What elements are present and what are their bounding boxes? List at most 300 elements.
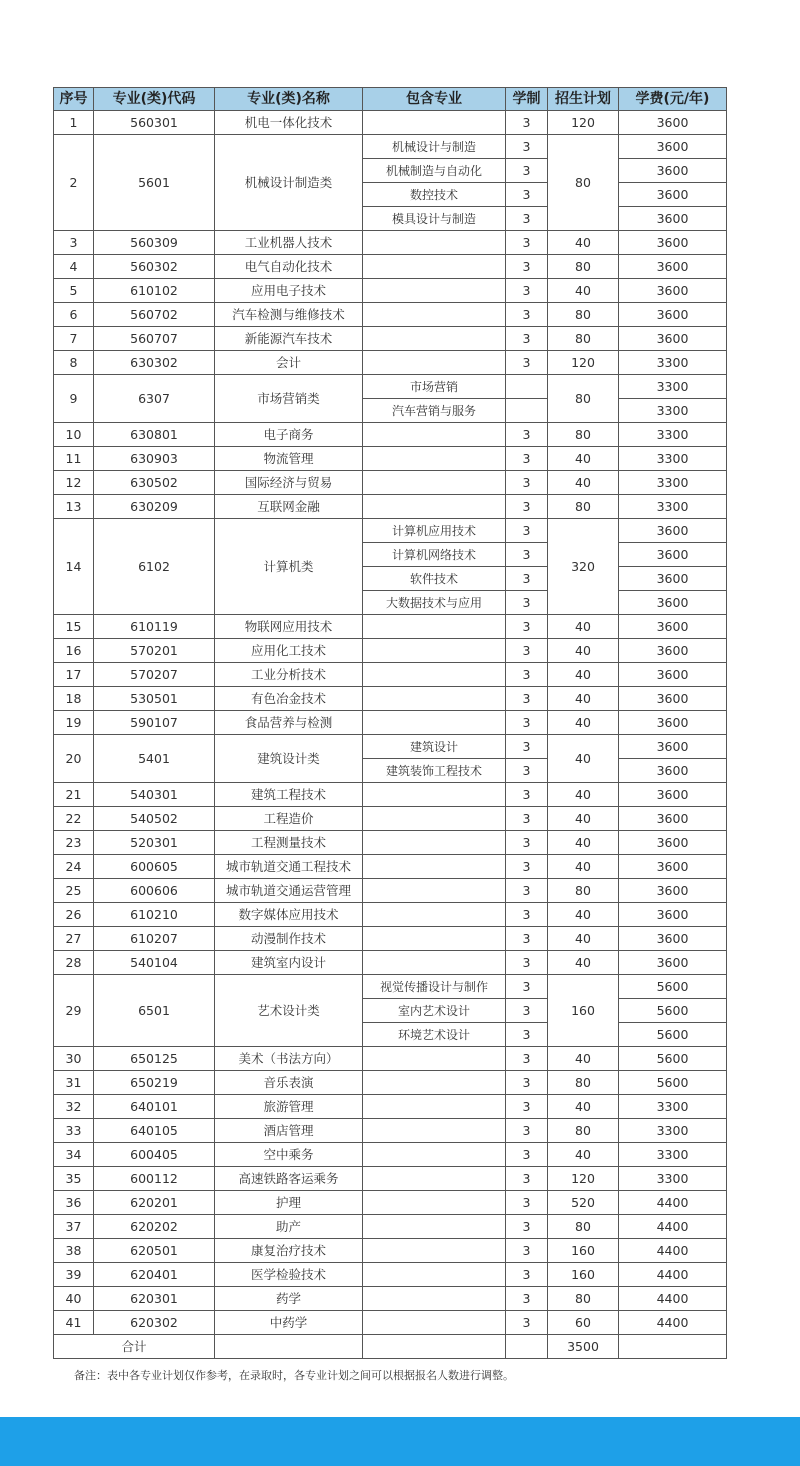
- table-row: [54, 615, 727, 639]
- cell-code: 590107: [94, 711, 215, 735]
- cell-included: [363, 279, 506, 303]
- table-row: [54, 1143, 727, 1167]
- cell-name: 医学检验技术: [215, 1263, 363, 1287]
- cell-years: 3: [506, 1263, 548, 1287]
- cell-no: 6: [54, 303, 94, 327]
- cell-plan: 40: [548, 1047, 619, 1071]
- cell-code: 640105: [94, 1119, 215, 1143]
- cell-fee: 4400: [619, 1239, 727, 1263]
- table-row: [54, 1095, 727, 1119]
- cell-included: [363, 1143, 506, 1167]
- cell-fee: 3600: [619, 255, 727, 279]
- cell-name: 汽车检测与维修技术: [215, 303, 363, 327]
- cell-no: 19: [54, 711, 94, 735]
- table-row: [54, 831, 727, 855]
- table-row: [54, 903, 727, 927]
- cell-no: 37: [54, 1215, 94, 1239]
- cell-plan: 40: [548, 783, 619, 807]
- cell-code: 540104: [94, 951, 215, 975]
- cell-fee: 4400: [619, 1311, 727, 1335]
- cell-included: [363, 495, 506, 519]
- cell-fee: 3600: [619, 663, 727, 687]
- cell-name: 食品营养与检测: [215, 711, 363, 735]
- table-row: [54, 879, 727, 903]
- cell-included: [363, 1119, 506, 1143]
- cell-fee: 3300: [619, 1095, 727, 1119]
- cell-years: 3: [506, 495, 548, 519]
- cell-included: [363, 711, 506, 735]
- table-row: [54, 1047, 727, 1071]
- cell-name: 物联网应用技术: [215, 615, 363, 639]
- cell-plan: 80: [548, 375, 619, 423]
- total-empty: [619, 1335, 727, 1359]
- cell-fee: 3600: [619, 711, 727, 735]
- cell-included: 计算机网络技术: [363, 543, 506, 567]
- cell-plan: 40: [548, 807, 619, 831]
- cell-code: 630502: [94, 471, 215, 495]
- cell-code: 620201: [94, 1191, 215, 1215]
- table-row: [54, 447, 727, 471]
- table-row: [54, 327, 727, 351]
- cell-plan: 80: [548, 1287, 619, 1311]
- cell-fee: 3300: [619, 351, 727, 375]
- cell-name: 国际经济与贸易: [215, 471, 363, 495]
- header-no: 序号: [54, 88, 94, 111]
- table-row: [54, 1287, 727, 1311]
- cell-plan: 80: [548, 303, 619, 327]
- cell-no: 5: [54, 279, 94, 303]
- cell-name: 建筑工程技术: [215, 783, 363, 807]
- cell-included: 环境艺术设计: [363, 1023, 506, 1047]
- cell-plan: 160: [548, 975, 619, 1047]
- cell-name: 计算机类: [215, 519, 363, 615]
- total-empty: [506, 1335, 548, 1359]
- cell-name: 康复治疗技术: [215, 1239, 363, 1263]
- cell-included: [363, 639, 506, 663]
- table-row: [54, 855, 727, 879]
- cell-years: 3: [506, 927, 548, 951]
- table-row: [54, 1071, 727, 1095]
- cell-included: 软件技术: [363, 567, 506, 591]
- cell-years: 3: [506, 1047, 548, 1071]
- cell-years: 3: [506, 1215, 548, 1239]
- table-row: [54, 1119, 727, 1143]
- table-row: [54, 1215, 727, 1239]
- cell-fee: 3300: [619, 375, 727, 399]
- cell-plan: 60: [548, 1311, 619, 1335]
- cell-years: 3: [506, 471, 548, 495]
- cell-plan: 80: [548, 327, 619, 351]
- cell-plan: 80: [548, 879, 619, 903]
- cell-included: [363, 807, 506, 831]
- cell-fee: 3600: [619, 279, 727, 303]
- cell-plan: 40: [548, 279, 619, 303]
- header-years: 学制: [506, 88, 548, 111]
- total-label: 合计: [54, 1335, 215, 1359]
- cell-years: 3: [506, 327, 548, 351]
- cell-years: 3: [506, 207, 548, 231]
- cell-name: 酒店管理: [215, 1119, 363, 1143]
- cell-code: 570201: [94, 639, 215, 663]
- cell-years: [506, 375, 548, 399]
- table-row: [54, 471, 727, 495]
- cell-name: 中药学: [215, 1311, 363, 1335]
- cell-plan: 40: [548, 615, 619, 639]
- cell-name: 城市轨道交通运营管理: [215, 879, 363, 903]
- cell-plan: 40: [548, 855, 619, 879]
- cell-code: 5601: [94, 135, 215, 231]
- cell-fee: 3300: [619, 495, 727, 519]
- header-code: 专业(类)代码: [94, 88, 215, 111]
- cell-years: 3: [506, 1071, 548, 1095]
- enrollment-plan-table: [53, 87, 727, 1359]
- table-row: [54, 663, 727, 687]
- cell-fee: 3600: [619, 879, 727, 903]
- cell-code: 630302: [94, 351, 215, 375]
- cell-fee: 5600: [619, 999, 727, 1023]
- cell-name: 电气自动化技术: [215, 255, 363, 279]
- cell-years: 3: [506, 159, 548, 183]
- cell-name: 工程造价: [215, 807, 363, 831]
- cell-included: 计算机应用技术: [363, 519, 506, 543]
- cell-years: 3: [506, 903, 548, 927]
- table-row: [54, 1263, 727, 1287]
- cell-years: 3: [506, 303, 548, 327]
- table-row: [54, 303, 727, 327]
- cell-fee: 3600: [619, 567, 727, 591]
- cell-included: [363, 951, 506, 975]
- cell-name: 工业机器人技术: [215, 231, 363, 255]
- cell-included: [363, 1263, 506, 1287]
- cell-years: 3: [506, 783, 548, 807]
- cell-no: 27: [54, 927, 94, 951]
- cell-plan: 120: [548, 351, 619, 375]
- cell-included: [363, 1239, 506, 1263]
- cell-name: 互联网金融: [215, 495, 363, 519]
- cell-name: 护理: [215, 1191, 363, 1215]
- cell-included: [363, 1191, 506, 1215]
- cell-no: 28: [54, 951, 94, 975]
- cell-plan: 40: [548, 471, 619, 495]
- cell-fee: 3300: [619, 423, 727, 447]
- cell-years: 3: [506, 807, 548, 831]
- cell-fee: 3600: [619, 591, 727, 615]
- table-row: [54, 783, 727, 807]
- cell-code: 650219: [94, 1071, 215, 1095]
- cell-plan: 40: [548, 1143, 619, 1167]
- cell-code: 620501: [94, 1239, 215, 1263]
- cell-name: 电子商务: [215, 423, 363, 447]
- cell-no: 29: [54, 975, 94, 1047]
- cell-fee: 3600: [619, 159, 727, 183]
- cell-included: [363, 831, 506, 855]
- footnote: 备注：表中各专业计划仅作参考，在录取时，各专业计划之间可以根据报名人数进行调整。: [74, 1369, 514, 1382]
- cell-no: 21: [54, 783, 94, 807]
- table-row: [54, 231, 727, 255]
- cell-years: 3: [506, 759, 548, 783]
- header-plan: 招生计划: [548, 88, 619, 111]
- header-fee: 学费(元/年): [619, 88, 727, 111]
- cell-plan: 40: [548, 711, 619, 735]
- cell-name: 旅游管理: [215, 1095, 363, 1119]
- cell-included: 室内艺术设计: [363, 999, 506, 1023]
- cell-fee: 5600: [619, 975, 727, 999]
- cell-plan: 160: [548, 1239, 619, 1263]
- cell-no: 1: [54, 111, 94, 135]
- table-row: [54, 639, 727, 663]
- cell-fee: 3600: [619, 927, 727, 951]
- cell-years: 3: [506, 543, 548, 567]
- cell-plan: 40: [548, 927, 619, 951]
- cell-fee: 3600: [619, 807, 727, 831]
- cell-code: 560302: [94, 255, 215, 279]
- cell-years: 3: [506, 735, 548, 759]
- cell-code: 620401: [94, 1263, 215, 1287]
- cell-code: 6501: [94, 975, 215, 1047]
- cell-fee: 3300: [619, 1119, 727, 1143]
- cell-years: 3: [506, 1167, 548, 1191]
- cell-included: [363, 879, 506, 903]
- cell-plan: 320: [548, 519, 619, 615]
- cell-years: 3: [506, 111, 548, 135]
- cell-name: 动漫制作技术: [215, 927, 363, 951]
- cell-fee: 3600: [619, 303, 727, 327]
- cell-no: 17: [54, 663, 94, 687]
- table-row: [54, 135, 727, 159]
- cell-years: 3: [506, 183, 548, 207]
- footer-bar: [0, 1417, 800, 1466]
- cell-included: [363, 1167, 506, 1191]
- cell-code: 600606: [94, 879, 215, 903]
- cell-included: 机械设计与制造: [363, 135, 506, 159]
- cell-fee: 3600: [619, 759, 727, 783]
- cell-no: 7: [54, 327, 94, 351]
- cell-fee: 3600: [619, 327, 727, 351]
- cell-included: 建筑装饰工程技术: [363, 759, 506, 783]
- cell-fee: 3600: [619, 519, 727, 543]
- cell-no: 34: [54, 1143, 94, 1167]
- cell-name: 市场营销类: [215, 375, 363, 423]
- cell-years: 3: [506, 519, 548, 543]
- table-row: [54, 1311, 727, 1335]
- cell-code: 610102: [94, 279, 215, 303]
- cell-included: [363, 1311, 506, 1335]
- cell-name: 建筑室内设计: [215, 951, 363, 975]
- cell-years: 3: [506, 639, 548, 663]
- table-row: [54, 255, 727, 279]
- cell-included: [363, 663, 506, 687]
- cell-fee: 3300: [619, 471, 727, 495]
- total-row: [54, 1335, 727, 1359]
- cell-code: 640101: [94, 1095, 215, 1119]
- cell-plan: 40: [548, 231, 619, 255]
- cell-years: 3: [506, 591, 548, 615]
- cell-code: 6102: [94, 519, 215, 615]
- cell-no: 9: [54, 375, 94, 423]
- cell-no: 35: [54, 1167, 94, 1191]
- table-row: [54, 807, 727, 831]
- cell-years: 3: [506, 855, 548, 879]
- cell-fee: 3600: [619, 855, 727, 879]
- cell-no: 18: [54, 687, 94, 711]
- cell-years: 3: [506, 255, 548, 279]
- cell-years: 3: [506, 1191, 548, 1215]
- cell-included: 数控技术: [363, 183, 506, 207]
- cell-included: 视觉传播设计与制作: [363, 975, 506, 999]
- cell-years: 3: [506, 135, 548, 159]
- table-row: [54, 711, 727, 735]
- cell-code: 650125: [94, 1047, 215, 1071]
- cell-fee: 3300: [619, 1167, 727, 1191]
- cell-fee: 4400: [619, 1215, 727, 1239]
- header-name: 专业(类)名称: [215, 88, 363, 111]
- total-plan: 3500: [548, 1335, 619, 1359]
- table-row: [54, 495, 727, 519]
- cell-years: 3: [506, 615, 548, 639]
- cell-years: 3: [506, 1143, 548, 1167]
- cell-included: [363, 783, 506, 807]
- cell-plan: 120: [548, 1167, 619, 1191]
- cell-included: [363, 615, 506, 639]
- total-empty: [215, 1335, 363, 1359]
- cell-included: [363, 1071, 506, 1095]
- cell-no: 24: [54, 855, 94, 879]
- cell-included: 大数据技术与应用: [363, 591, 506, 615]
- cell-no: 4: [54, 255, 94, 279]
- cell-plan: 80: [548, 1071, 619, 1095]
- cell-name: 艺术设计类: [215, 975, 363, 1047]
- cell-included: [363, 471, 506, 495]
- cell-code: 610207: [94, 927, 215, 951]
- cell-years: 3: [506, 279, 548, 303]
- table-row: [54, 951, 727, 975]
- cell-fee: 3300: [619, 1143, 727, 1167]
- cell-years: 3: [506, 975, 548, 999]
- cell-included: [363, 1047, 506, 1071]
- table-row: [54, 423, 727, 447]
- cell-name: 药学: [215, 1287, 363, 1311]
- cell-fee: 5600: [619, 1071, 727, 1095]
- table-row: [54, 519, 727, 543]
- cell-plan: 80: [548, 135, 619, 231]
- cell-fee: 3600: [619, 903, 727, 927]
- table-row: [54, 1191, 727, 1215]
- cell-fee: 4400: [619, 1191, 727, 1215]
- cell-name: 高速铁路客运乘务: [215, 1167, 363, 1191]
- cell-no: 26: [54, 903, 94, 927]
- cell-fee: 5600: [619, 1023, 727, 1047]
- cell-plan: 40: [548, 447, 619, 471]
- cell-code: 540502: [94, 807, 215, 831]
- cell-included: [363, 687, 506, 711]
- cell-years: 3: [506, 423, 548, 447]
- cell-fee: 5600: [619, 1047, 727, 1071]
- cell-code: 620302: [94, 1311, 215, 1335]
- cell-name: 有色冶金技术: [215, 687, 363, 711]
- cell-fee: 3600: [619, 207, 727, 231]
- cell-code: 5401: [94, 735, 215, 783]
- cell-no: 11: [54, 447, 94, 471]
- cell-name: 会计: [215, 351, 363, 375]
- cell-name: 助产: [215, 1215, 363, 1239]
- cell-years: 3: [506, 999, 548, 1023]
- cell-years: 3: [506, 687, 548, 711]
- cell-code: 6307: [94, 375, 215, 423]
- cell-years: 3: [506, 1239, 548, 1263]
- cell-no: 40: [54, 1287, 94, 1311]
- cell-name: 建筑设计类: [215, 735, 363, 783]
- cell-plan: 40: [548, 663, 619, 687]
- cell-no: 16: [54, 639, 94, 663]
- table-row: [54, 375, 727, 399]
- cell-name: 空中乘务: [215, 1143, 363, 1167]
- cell-code: 600605: [94, 855, 215, 879]
- cell-name: 数字媒体应用技术: [215, 903, 363, 927]
- cell-included: [363, 1287, 506, 1311]
- cell-no: 15: [54, 615, 94, 639]
- cell-name: 新能源汽车技术: [215, 327, 363, 351]
- cell-plan: 40: [548, 735, 619, 783]
- cell-included: [363, 327, 506, 351]
- cell-fee: 3300: [619, 399, 727, 423]
- cell-name: 城市轨道交通工程技术: [215, 855, 363, 879]
- cell-years: 3: [506, 1119, 548, 1143]
- cell-no: 39: [54, 1263, 94, 1287]
- cell-name: 工程测量技术: [215, 831, 363, 855]
- cell-code: 600112: [94, 1167, 215, 1191]
- cell-no: 14: [54, 519, 94, 615]
- cell-no: 22: [54, 807, 94, 831]
- cell-name: 应用电子技术: [215, 279, 363, 303]
- cell-fee: 3600: [619, 951, 727, 975]
- table-row: [54, 111, 727, 135]
- total-empty: [363, 1335, 506, 1359]
- cell-fee: 3600: [619, 231, 727, 255]
- cell-plan: 40: [548, 903, 619, 927]
- cell-name: 音乐表演: [215, 1071, 363, 1095]
- cell-plan: 40: [548, 951, 619, 975]
- cell-years: 3: [506, 879, 548, 903]
- cell-no: 33: [54, 1119, 94, 1143]
- cell-plan: 80: [548, 255, 619, 279]
- table-row: [54, 1167, 727, 1191]
- cell-no: 41: [54, 1311, 94, 1335]
- cell-no: 30: [54, 1047, 94, 1071]
- cell-fee: 3600: [619, 783, 727, 807]
- table-row: [54, 351, 727, 375]
- cell-code: 630903: [94, 447, 215, 471]
- cell-code: 620301: [94, 1287, 215, 1311]
- cell-years: 3: [506, 231, 548, 255]
- cell-years: 3: [506, 1095, 548, 1119]
- cell-no: 20: [54, 735, 94, 783]
- cell-plan: 80: [548, 495, 619, 519]
- cell-code: 560309: [94, 231, 215, 255]
- cell-fee: 3600: [619, 135, 727, 159]
- cell-included: [363, 351, 506, 375]
- cell-code: 530501: [94, 687, 215, 711]
- cell-no: 38: [54, 1239, 94, 1263]
- cell-no: 36: [54, 1191, 94, 1215]
- cell-included: 机械制造与自动化: [363, 159, 506, 183]
- cell-no: 31: [54, 1071, 94, 1095]
- cell-included: [363, 1215, 506, 1239]
- cell-code: 610210: [94, 903, 215, 927]
- cell-included: [363, 111, 506, 135]
- cell-plan: 80: [548, 1119, 619, 1143]
- cell-years: 3: [506, 831, 548, 855]
- cell-code: 520301: [94, 831, 215, 855]
